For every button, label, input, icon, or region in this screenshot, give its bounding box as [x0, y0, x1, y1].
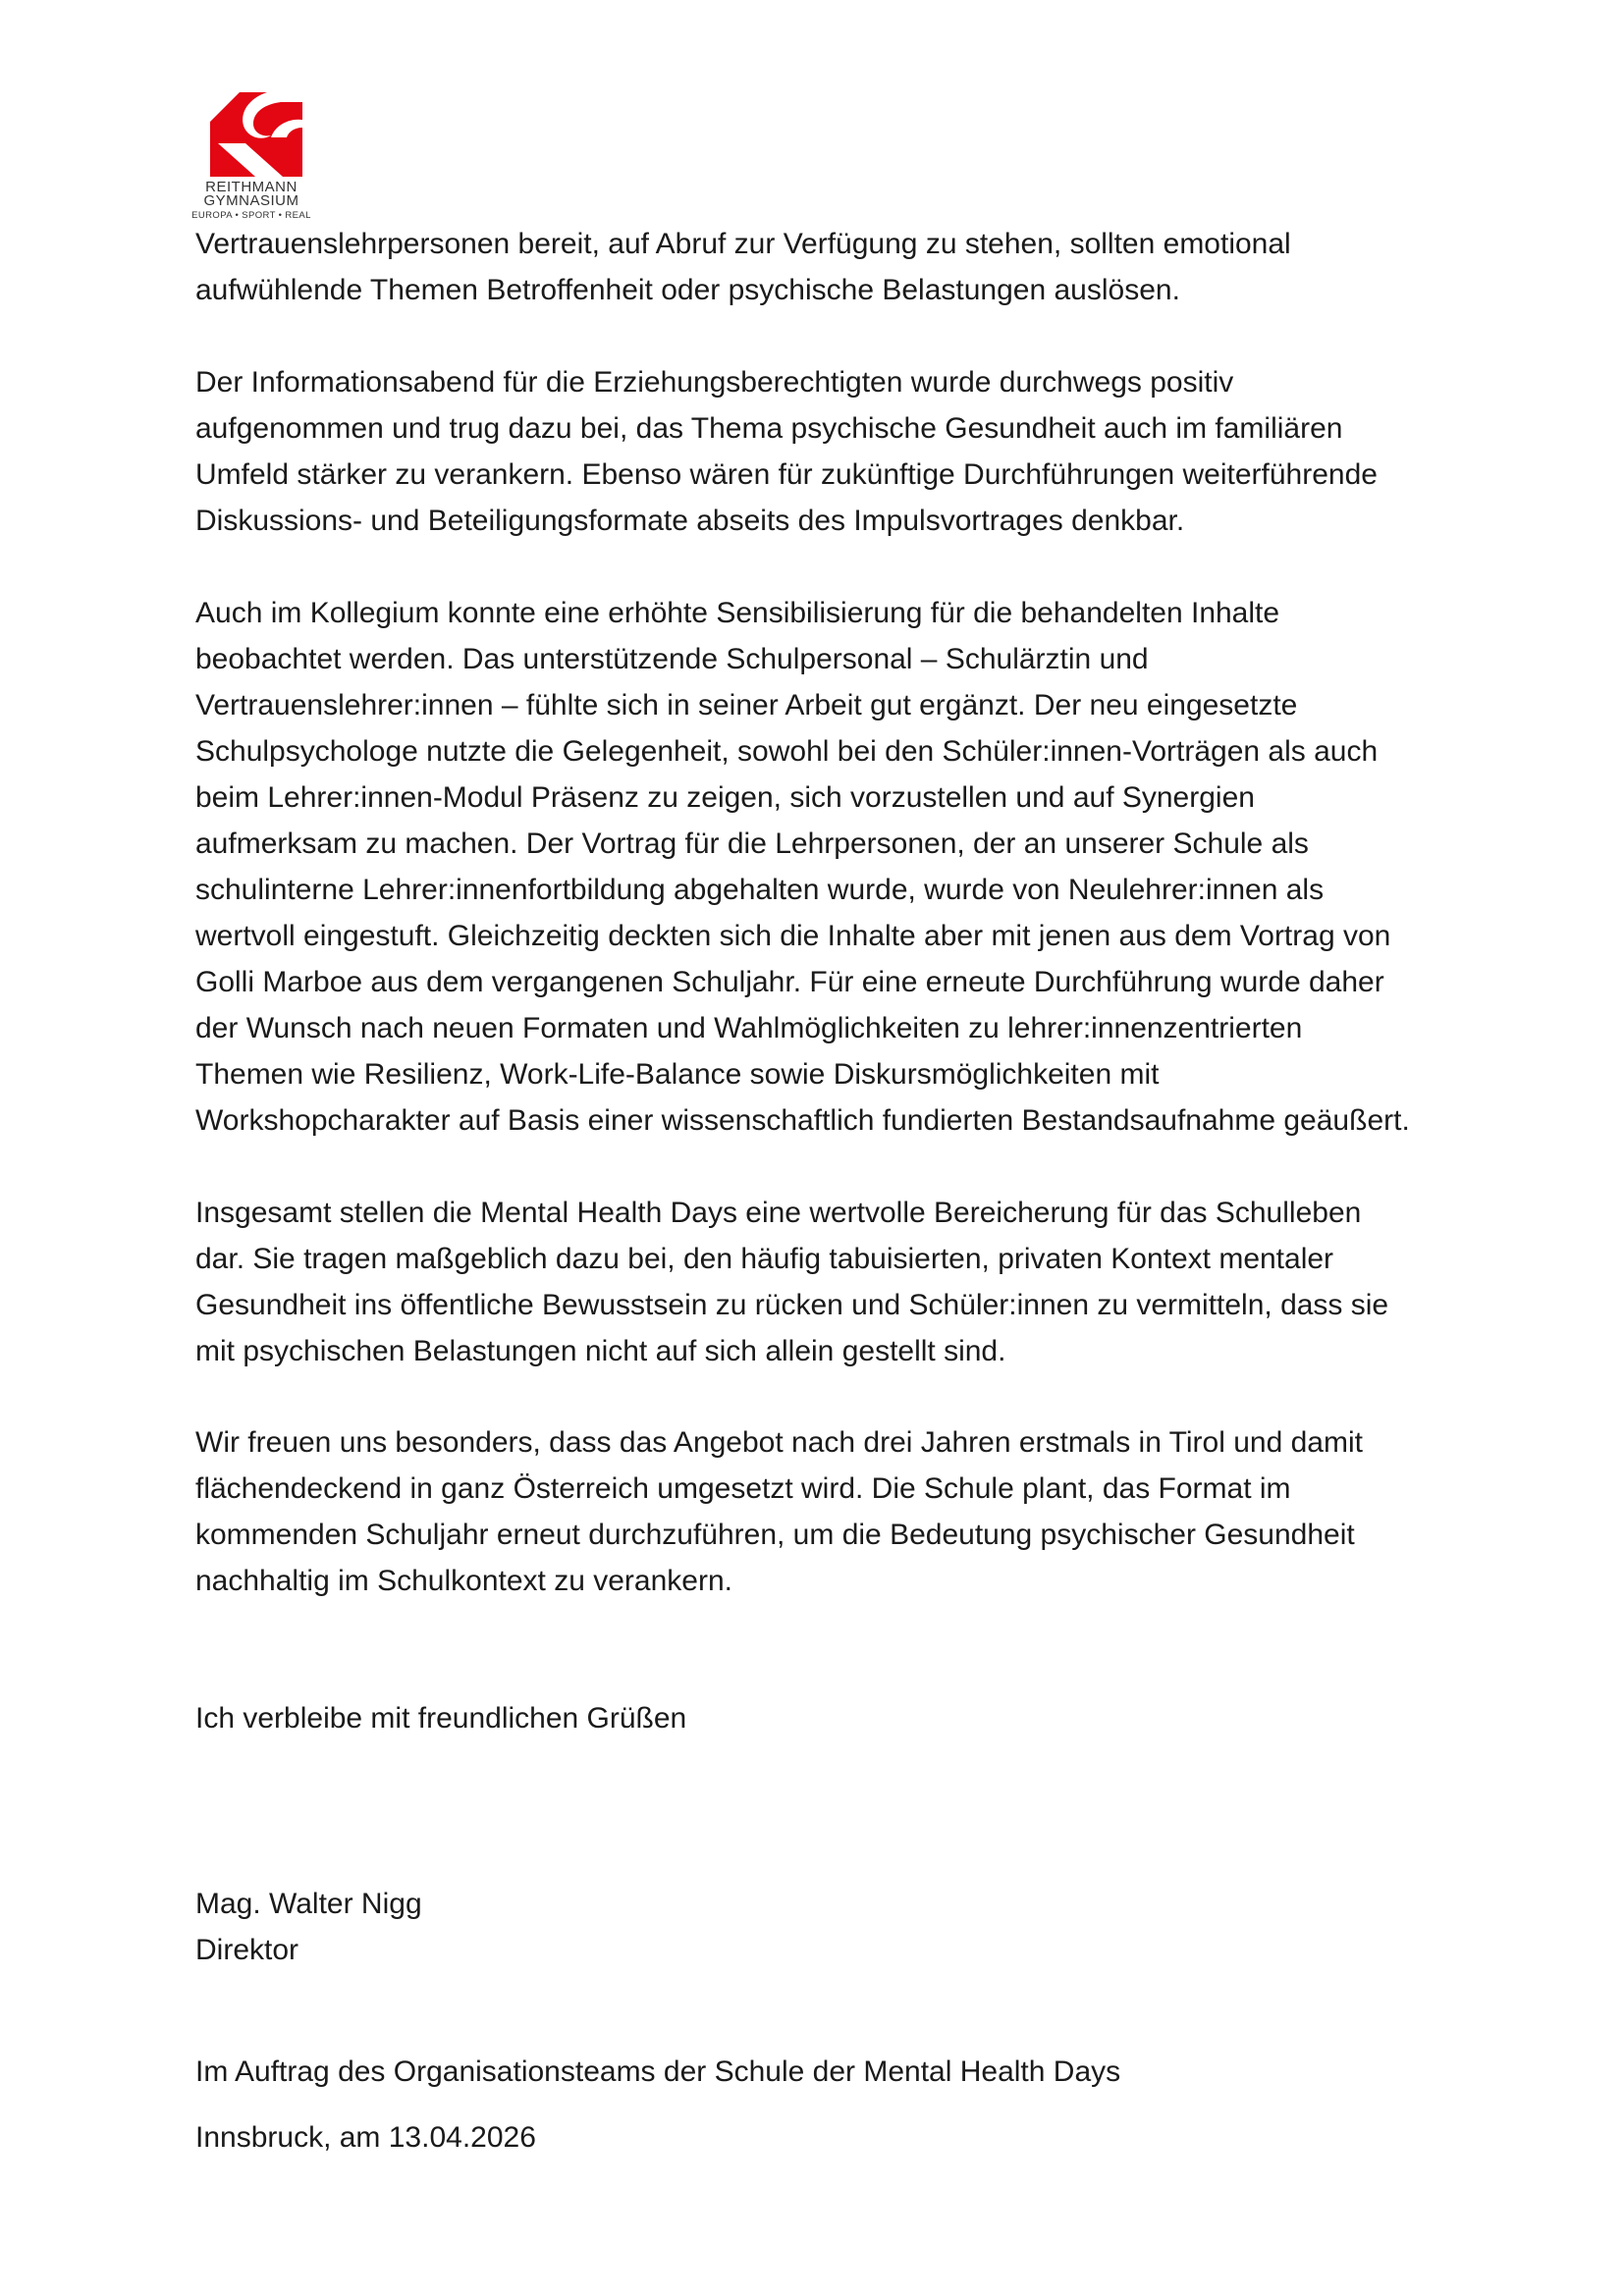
logo-school-name-line2: GYMNASIUM — [203, 192, 299, 209]
signatory-title: Direktor — [195, 1934, 299, 1966]
logo-tagline: EUROPA • SPORT • REAL — [191, 210, 311, 221]
paragraph-4: Insgesamt stellen die Mental Health Days eine wertvolle Bereicherung für das Schulleben dar. Sie tragen maßgeblich dazu bei, den häufig tabuisierten, privaten Kontext mentaler Gesundheit ins öffentliche Bewusstsein zu rücken und Schüler:innen zu vermitteln, dass sie mit psychischen Belastungen nicht auf sich allein gestellt sind. — [195, 1197, 1389, 1367]
signatory-name: Mag. Walter Nigg — [195, 1888, 422, 1920]
paragraph-2: Der Informationsabend für die Erziehungsberechtigten wurde durchwegs positiv aufgenommen und trug dazu bei, das Thema psychische Gesundheit auch im familiären Umfeld stärker zu verankern. Ebenso wären für zukünftige Durchführungen weiterführende Diskussions- und Beteiligungsformate abseits des Impulsvortrages denkbar. — [195, 366, 1378, 537]
school-logo — [173, 92, 330, 224]
logo-school-name-line1: REITHMANN — [205, 179, 298, 195]
school-logo-icon — [210, 92, 302, 177]
paragraph-3: Auch im Kollegium konnte eine erhöhte Sensibilisierung für die behandelten Inhalte beobachtet werden. Das unterstützende Schulpersonal – Schulärztin und Vertrauenslehrer:innen – fühlte sich in seiner Arbeit gut ergänzt. Der neu eingesetzte Schulpsychologe nutzte die Gelegenheit, sowohl bei den Schüler:innen-Vorträgen als auch beim Lehrer:innen-Modul Präsenz zu zeigen, sich vorzustellen und auf Synergien aufmerksam zu machen. Der Vortrag für die Lehrpersonen, der an unserer Schule als schulinterne Lehrer:innenfortbildung abgehalten wurde, wurde von Neulehrer:innen als wertvoll eingestuft. Gleichzeitig deckten sich die Inhalte aber mit jenen aus dem Vortrag von Golli Marboe aus dem vergangenen Schuljahr. Für eine erneute Durchführung wurde daher der Wunsch nach neuen Formaten und Wahlmöglichkeiten zu lehrer:innenzentrierten Themen wie Resilienz, Work-Life-Balance sowie Diskursmöglichkeiten mit Workshopcharakter auf Basis einer wissenschaftlich fundierten Bestandsaufnahme geäußert. — [195, 597, 1410, 1137]
place-and-date: Innsbruck, am 13.04.2026 — [195, 2121, 536, 2154]
commission-note: Im Auftrag des Organisationsteams der Schule der Mental Health Days — [195, 2056, 1121, 2088]
paragraph-1: Vertrauenslehrpersonen bereit, auf Abruf zur Verfügung zu stehen, sollten emotional aufwühlende Themen Betroffenheit oder psychische Belastungen auslösen. — [195, 228, 1291, 306]
paragraph-5: Wir freuen uns besonders, dass das Angebot nach drei Jahren erstmals in Tirol und damit flächendeckend in ganz Österreich umgesetzt wird. Die Schule plant, das Format im kommenden Schuljahr erneut durchzuführen, um die Bedeutung psychischer Gesundheit nachhaltig im Schulkontext zu verankern. — [195, 1426, 1363, 1597]
closing-salutation: Ich verbleibe mit freundlichen Grüßen — [195, 1702, 687, 1735]
